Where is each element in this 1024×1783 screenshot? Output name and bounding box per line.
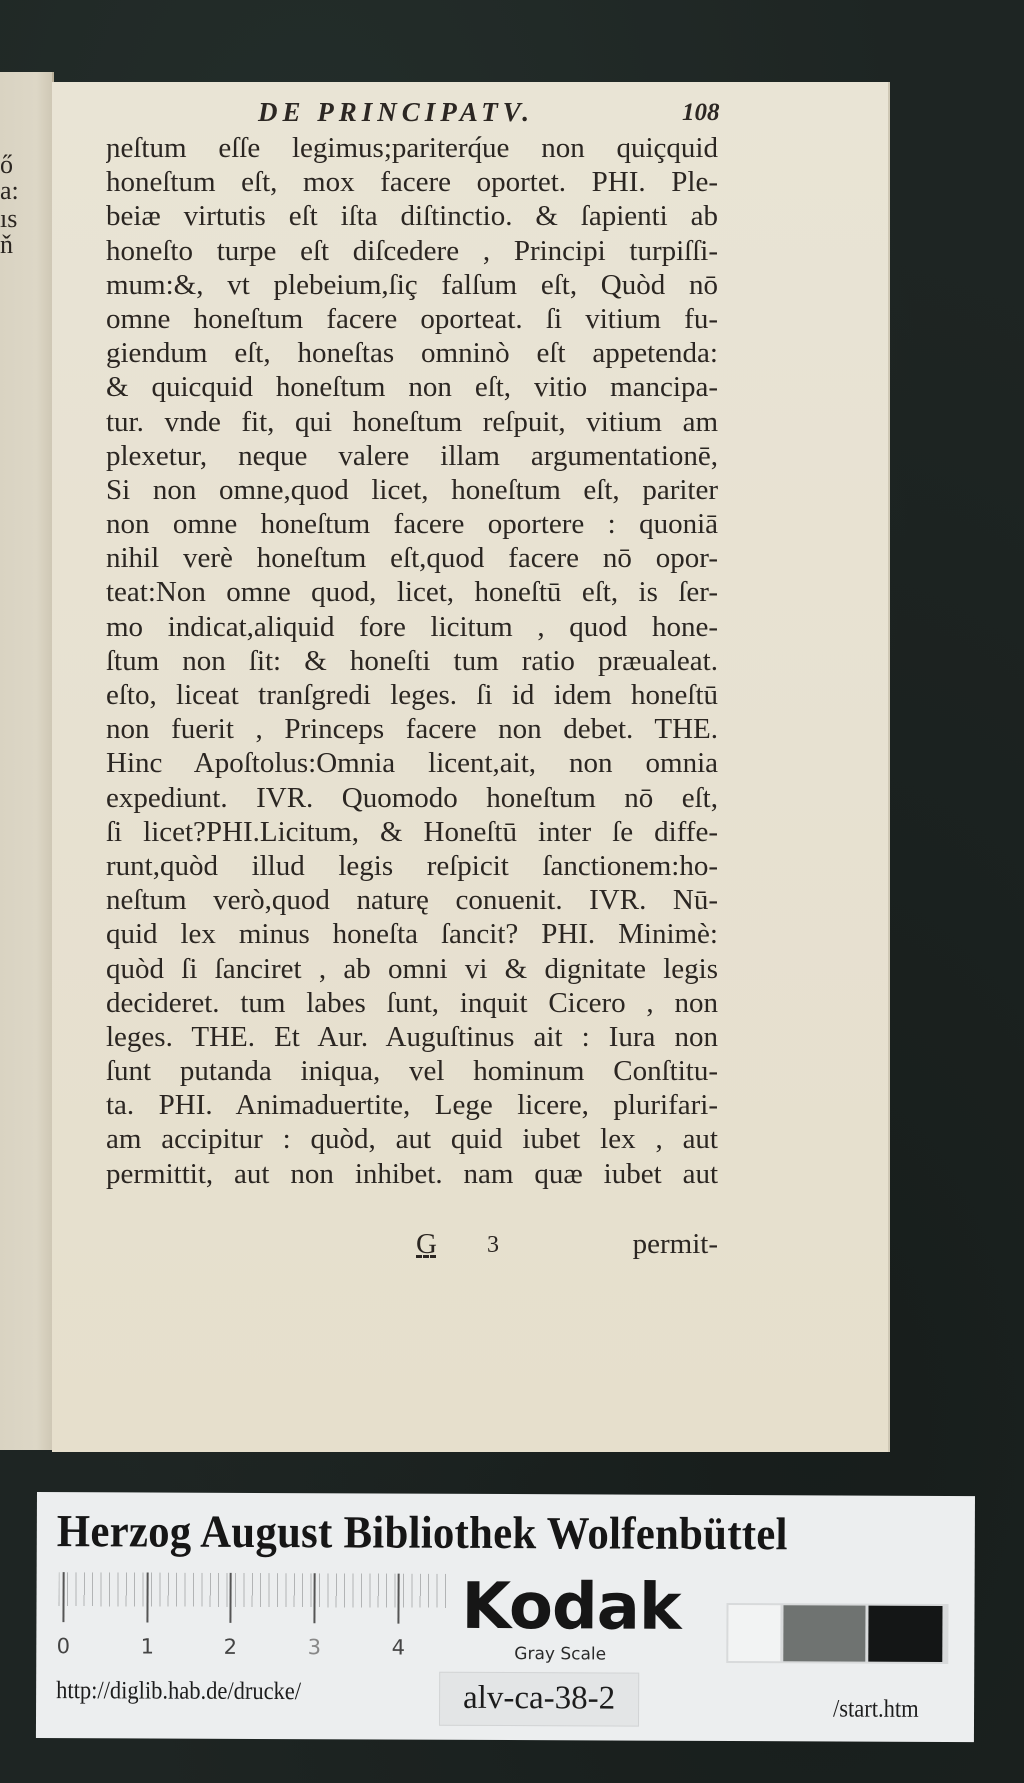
ruler-scale (58, 1572, 446, 1674)
left-page-fragment: a: (0, 176, 19, 205)
ruler-major-tick (229, 1573, 231, 1623)
text-line: quòd ſi ſanciret , ab omni vi & dignitate legis (106, 952, 718, 985)
left-page-fragment: ő (0, 150, 13, 179)
ruler-label: 2 (223, 1634, 238, 1659)
text-line: teat:Non omne quod, licet, honeſtū eſt, is ſer- (106, 576, 718, 609)
text-line: ſtum non ſit: & honeſti tum ratio præualeat. (106, 644, 718, 677)
body-text (106, 131, 718, 1191)
text-line: ſunt putanda iniqua, vel hominum Conſtitu- (106, 1055, 718, 1088)
ruler-minor-ticks (58, 1572, 446, 1630)
text-line: expediunt. IVR. Quomodo honeſtum nō eſt, (106, 781, 718, 814)
page-number: 108 (682, 99, 720, 126)
swatch-white (728, 1605, 780, 1661)
text-line: plexetur, neque valere illam argumentationē, (106, 439, 718, 472)
swatch-gray (783, 1605, 865, 1661)
left-page-fragment: ň (0, 230, 13, 259)
swatch-black (868, 1606, 942, 1662)
library-color-card (36, 1492, 975, 1742)
text-line: giendum eſt, honeſtas omninò eſt appetenda: (106, 337, 718, 370)
text-line: nihil verè honeſtum eſt,quod facere nō opor- (106, 542, 718, 575)
text-line: leges. THE. Et Aur. Auguſtinus ait : Iura non (106, 1020, 718, 1053)
text-line: am accipitur : quòd, aut quid iubet lex , aut (106, 1123, 718, 1156)
text-line: ſi licet?PHI.Licitum, & Honeſtū inter ſe diffe- (106, 815, 718, 848)
text-line: beiæ virtutis eſt iſta diſtinctio. & ſapienti ab (106, 200, 718, 233)
running-head: DE PRINCIPATV. (258, 97, 535, 127)
text-line: omne honeſtum facere oporteat. ſi vitium fu- (106, 302, 718, 335)
text-line: ɲeſtum eſſe legimus;pariterq́ue non quiçquid (106, 132, 718, 164)
text-line: Hinc Apoſtolus:Omnia licent,ait, non omnia (106, 747, 718, 780)
shelfmark-label: alv-ca-38-2 (439, 1672, 639, 1727)
ruler-major-tick (62, 1572, 64, 1622)
text-line: eſto, liceat tranſgredi leges. ſi id idem honeſtū (106, 679, 718, 711)
url-suffix: /start.htm (833, 1695, 919, 1723)
text-line: mum:&, vt plebeium,ſiç falſum eſt, Quòd nō (106, 268, 718, 301)
text-line: non fuerit , Princeps facere non debet. THE. (106, 713, 718, 746)
url-prefix: http://diglib.hab.de/drucke/ (56, 1677, 302, 1706)
ruler-major-tick (313, 1573, 315, 1623)
text-line: decideret. tum labes ſunt, inquit Cicero , non (106, 986, 718, 1019)
left-page-edge (0, 72, 54, 1450)
text-line: ta. PHI. Animaduertite, Lege licere, plurifari- (106, 1089, 718, 1122)
ruler-label: 3 (307, 1635, 322, 1660)
gray-scale-swatches (726, 1603, 948, 1664)
text-line: honeſto turpe eſt diſcedere , Principi turpiſſi- (106, 234, 718, 267)
text-line: honeſtum eſt, mox facere oportet. PHI. Ple- (106, 166, 718, 199)
signature-mark: G (416, 1228, 437, 1260)
signature-number: 3 (487, 1232, 499, 1258)
ruler-major-tick (397, 1574, 399, 1624)
text-line: & quicquid honeſtum non eſt, vitio mancipa- (106, 371, 718, 404)
text-line: runt,quòd illud legis reſpicit ſanctionem:ho- (106, 849, 718, 882)
text-line: permittit, aut non inhibet. nam quæ iubet aut (106, 1157, 718, 1190)
ruler-major-tick (146, 1572, 148, 1622)
text-line: Si non omne,quod licet, honeſtum eſt, pariter (106, 473, 718, 506)
signature-line (106, 1228, 718, 1262)
gray-scale-label: Gray Scale (514, 1644, 607, 1665)
text-line: non omne honeſtum facere oportere : quoniā (106, 508, 718, 541)
text-line: tur. vnde fit, qui honeſtum reſpuit, vitium am (106, 405, 718, 438)
catchword: permit- (632, 1228, 718, 1260)
ruler-label: 0 (56, 1634, 71, 1659)
card-title: Herzog August Bibliothek Wolfenbüttel (56, 1505, 788, 1560)
ruler-label: 1 (140, 1634, 155, 1659)
ruler-label: 4 (391, 1635, 406, 1660)
left-page-fragment: ıs (0, 204, 18, 233)
text-line: neſtum verò,quod naturę conuenit. IVR. Nū- (106, 884, 718, 917)
text-line: mo indicat,aliquid fore licitum , quod hone- (106, 610, 718, 643)
kodak-logo: Kodak (461, 1569, 681, 1645)
text-line: quid lex minus honeſta ſancit? PHI. Minimè: (106, 918, 718, 951)
